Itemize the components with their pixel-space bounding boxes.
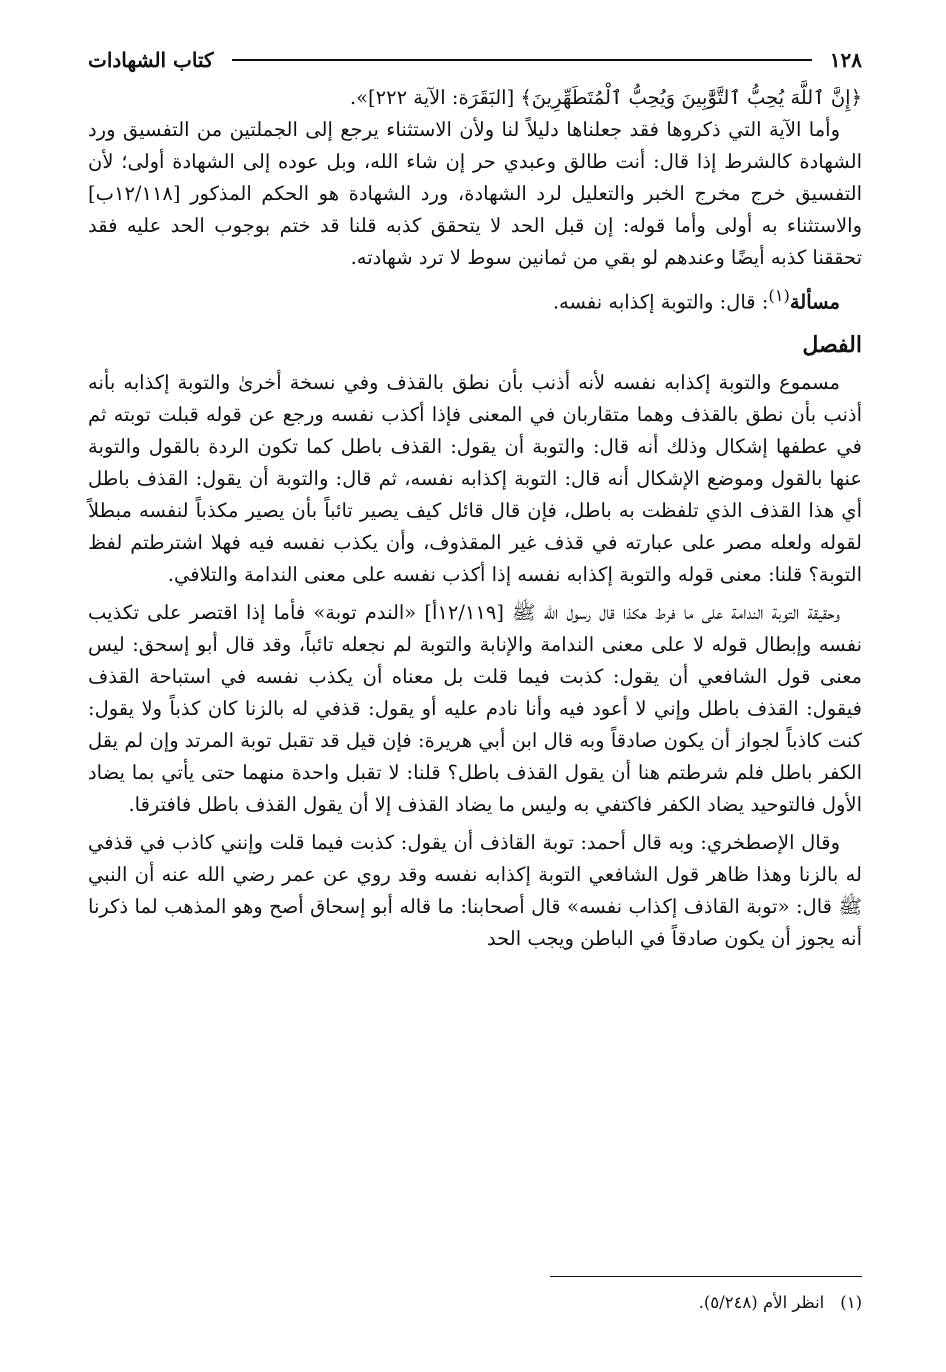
footnote (699, 1290, 862, 1316)
page-number: ١٢٨ (829, 48, 862, 72)
quran-verse-line: ﴿إِنَّ ٱللَّهَ يُحِبُّ ٱلتَّوَّٰبِينَ وَيُحِبُّ ٱلْمُتَطَهِّرِينَ﴾ [البَقَرَة: الآية ٢٢٢]». (349, 86, 862, 109)
masala-text: : قال: والتوبة إكذابه نفسه. (552, 290, 769, 314)
paragraph-3: وحقيقة التوبة الندامة على ما فرط هكذا قال رسول الله ﷺ [١٢/١١٩أ] «الندم توبة» فأما إذا اقتصر على تكذيب نفسه وإبطال قوله لا على معنى الندامة والإنابة والتوبة لم نجعله تائباً، وقد قال أبو إسحق: ليس معنى قول الشافعي أن يقول: كذبت فيما قلت بل معناه أن يكذب نفسه في استباحة القذف فيقول: القذف باطل وإني لا أعود فيه وأنا نادم عليه أو يقول: قذفي له بالزنا كان كذباً ولا يقول: كنت كاذباً لجواز أن يكون صادقاً وبه قال ابن أبي هريرة: فإن قيل قد تقبل توبة المرتد وإن لم يقل الكفر باطل فلم شرطتم هنا أن يقول القذف باطل؟ قلنا: لا تقبل واحدة منهما حتى يأتي بما يضاد الأول فالتوحيد يضاد الكفر فاكتفي به وليس ما يضاد القذف إلا أن يقول القذف باطل فافترقا. (88, 600, 862, 816)
footnote-number: (١) (840, 1293, 862, 1312)
paragraph-1: وأما الآية التي ذكروها فقد جعلناها دليلاً لنا ولأن الاستثناء يرجع إلى الجملتين من التفسيق ورد الشهادة كالشرط إذا قال: أنت طالق وعبدي حر إن شاء الله، وبل عوده إلى الشهادة أولى؛ لأن التفسيق خرج مخرج الخبر والتعليل لرد الشهادة، ورد الشهادة هو الحكم المذكور [١٢/١١٨ب] والاستثناء به أولى وأما قوله: إن قبل الحد لا يتحقق كذبه قلنا قد ختم بوجوب الحد عليه فقد تحققنا كذبه أيضًا وعندهم لو بقي من ثمانين سوط لا ترد شهادته. (88, 118, 862, 269)
header-rule (232, 59, 812, 61)
section-title: الفصل (802, 331, 862, 358)
footnote-text: انظر الأم (٥/٢٤٨). (698, 1293, 825, 1312)
book-title: كتاب الشهادات (88, 48, 214, 72)
masala-label: مسألة (789, 290, 840, 314)
document-page (88, 38, 862, 1338)
body-text (88, 82, 862, 955)
paragraph-4: وقال الإصطخري: وبه قال أحمد: توبة القاذف أن يقول: كذبت فيما قلت وإنني كاذب في قذفي له بالزنا وهذا ظاهر قول الشافعي التوبة إكذابه نفسه وقد روي عن عمر رضي الله عنه أن النبي ﷺ قال: «توبة القاذف إكذاب نفسه» قال أصحابنا: ما قاله أبو إسحاق أصح وهو المذهب لما ذكرنا أنه يجوز أن يكون صادقاً في الباطن ويجب الحد (88, 830, 862, 950)
footnote-rule (550, 1276, 862, 1277)
masala-paragraph (88, 280, 862, 319)
footnote-marker: (١) (768, 286, 790, 305)
paragraph-2: مسموع والتوبة إكذابه نفسه لأنه أذنب بأن نطق بالقذف وفي نسخة أخرىٰ والتوبة إكذابه بأنه أذنب بأن نطق بالقذف وهما متقاربان في المعنى فإذا أكذب نفسه ورجع عن قوله قبلت توبته ثم في عطفها إشكال وذلك أنه قال: والتوبة أن يقول: القذف باطل كما تكون الردة بالقول والتوبة عنها بالقول وموضع الإشكال أنه قال: التوبة إكذابه نفسه، ثم قال: والتوبة أن يقول: القذف باطل أي هذا القذف الذي تلفظت به باطل، فإن قال قائل كيف يصير تائباً بأن يصير مكذباً لنفسه مبطلاً لقوله ولعله مصر على عبارته في قذف غير المقذوف، وأن يكذب نفسه فيه فهلا اشترطتم لفظ التوبة؟ قلنا: معنى قوله والتوبة إكذابه نفسه إذا أكذب نفسه على معنى الندامة والتلافي. (88, 370, 862, 586)
page-header (88, 38, 862, 82)
